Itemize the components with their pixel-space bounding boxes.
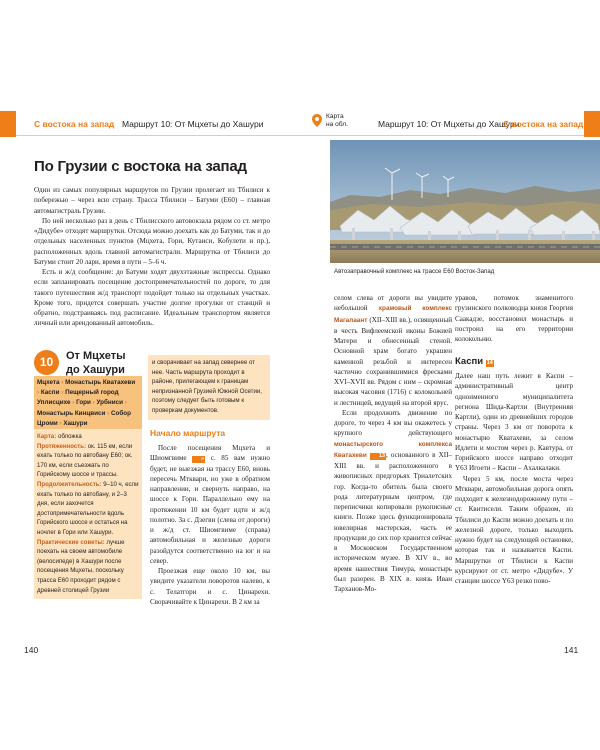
arrow-right-icon: › (107, 409, 110, 417)
page-ref-tag: » (192, 456, 205, 463)
arrow-right-icon: › (37, 389, 40, 397)
arrow-right-icon: › (61, 379, 64, 386)
intro-text (34, 185, 270, 335)
route-stop: Собор Цроми (37, 409, 131, 427)
arrow-right-icon: › (59, 419, 62, 427)
header-orange-strip (584, 111, 600, 137)
route-stops-chain (34, 376, 142, 431)
body-paragraph: Далее наш путь лежит в Каспи – административный центр одноименного муниципалитета региона Шида-Картли (Внутренняя Картли), один из древнейших городов страны. Через 3 км от поворота к монастырю Кватахеви, за селом Идлети и мостом через р. Кавтура, от Горийского шоссе направо отходит Y63 Игоети – Каспи – Ахалкалаки. (455, 372, 573, 473)
body-text-part: селом слева от дороги вы увидите небольшой (334, 294, 452, 313)
info-value: 9–10 ч, если ехать только по автобану, и 2–3 дня, если захочется достопримечательности вдоль Горийского шоссе и остаться на ночлег в Гори или Хашури. (37, 480, 139, 536)
route-stop: Урбниси (96, 399, 123, 407)
start-text-part: После посещения Мцхета и Шиомгвиме (150, 444, 270, 463)
header-route-label: Маршрут 10: От Мцхеты до Хашури (378, 119, 520, 129)
info-map (37, 432, 139, 442)
header-rule (300, 135, 584, 136)
route-number-badge: 10 (34, 350, 59, 375)
right-column-2-continued (455, 371, 573, 628)
intro-paragraph: Есть и ж/д сообщение: до Батуми ходят двухэтажные экспрессы. Однако если запланировать посещение достопримечательностей по дороге, то для такого путешествия ж/д транспорт подойдет только на отдельных участках. Кроме того, придется совершать участие долгие прогулки от станций и обратно, подстраиваясь под расписание. Идеальным транспортом является личный или арендованный автомобиль. (34, 268, 270, 328)
start-text-part: с. 85 вам нужно будет, не выезжая на трассу E60, вновь пересечь Мтквари, но уже в обратном направлении, и свернуть направо, на шоссе к Гори. Параллельно ему на протяжении 10 км будет идти и ж/д полотно. За с. Дзегви (слева от дороги) и ж/д ст. Шиомгвиме (справа) автомобильная и железные дороги разойдутся соответственно на юг и на север. (150, 454, 270, 565)
body-text-part: , основанного в XII–XIII вв. и расположенного в живописных предгорьях Триалетских гор. Когда-то обитель была своего рода литературным центром, где переписчики копировали рукописные книги. Позже здесь функционировала ювелирная мастерская, часть ее продукции до сих пор хранится сейчас в Московском Государственном историческом музее. В XIV в., во время нашествия Тимура, монастырь был разорен. В XIX в. князь Иван Тарханов-Мо- (334, 450, 452, 593)
info-key: Продолжительность: (37, 480, 102, 488)
gas-station-photo (330, 140, 600, 263)
page-title: По Грузии с востока на запад (34, 158, 247, 175)
info-key: Протяженность: (37, 442, 86, 450)
body-paragraph: уравов, потомок знаменитого грузинского полководца князя Георгия Саакадзе, восстановил монастырь и построил на его территории колокольню. (455, 294, 573, 343)
arrow-right-icon: › (72, 399, 75, 407)
intro-paragraph: Один из самых популярных маршрутов по Грузии пролегает из Тбилиси к побережью – через всю страну. Трасса Тбилиси – Батуми (E60) – главная автомагистраль Грузии. (34, 186, 270, 215)
kaspi-heading (455, 356, 494, 367)
photo-caption: Автозаправочный комплекс на трассе E60 Восток-Запад (334, 268, 495, 275)
route-note-box: и сворачивает на запад севернее от нее. Часть маршрута проходит в районе, прилегающем к границам непризнанной Грузией Южной Осетии, поэтому следует быть готовым к проверкам документов. (148, 355, 270, 420)
right-column-2 (455, 293, 573, 353)
route-info-box (34, 429, 142, 599)
route-stop: Пещерный город Уплисцихе (37, 389, 119, 407)
body-text-part: (XII–XIII вв.), освященный в честь Вифлеемской иконы Божией Матери и обнесенный стеной. Основной храм богато украшен каменной резьбой и интересен частично сохранившимися фресками XVI–XVII вв. Рядом с ним – скромная высокая часовня (1716) с колокольней и лестницей, ведущей на второй ярус. (334, 315, 453, 407)
route-stop: Монастырь Кватахеви (65, 379, 136, 386)
start-heading: Начало маршрута (150, 428, 226, 438)
info-duration (37, 480, 139, 538)
info-length (37, 442, 139, 480)
kaspi-heading-text: Каспи (455, 356, 484, 367)
info-value: лучше поехать на своем автомобиле (велосипеде) в Хашури после посещения Мцхеты, поскольку трасса E60 проходит рядом с древней столицей Грузии (37, 538, 125, 594)
header-orange-strip (0, 111, 16, 137)
left-running-header (0, 111, 300, 137)
header-route-label: Маршрут 10: От Мцхеты до Хашури (122, 119, 264, 129)
info-key: Практические советы: (37, 538, 105, 546)
map-label-line: на обл. (326, 121, 348, 128)
info-key: Карта: (37, 433, 57, 440)
map-label-line: Карта (326, 113, 344, 120)
route-stop: Каспи (40, 389, 60, 397)
map-ref-tag: 13 (370, 453, 386, 460)
header-rule (16, 135, 300, 136)
arrow-right-icon: › (61, 389, 64, 397)
header-section-label: С востока на запад (503, 119, 584, 129)
body-paragraph (334, 293, 452, 408)
route-stop: Мцхета (37, 379, 60, 386)
route-stop: Гори (76, 399, 91, 407)
photo-illustration (330, 140, 600, 263)
map-pin-icon (312, 114, 322, 127)
intro-paragraph: По ней несколько раз в день с Тбилисского автовокзала рядом со ст. метро «Дидубе» отходят маршрутки. Отсюда можно доехать как до Батуми, так и до отдельных населенных пунктов (Мцхета, Гори, Кутаиси, Кобулети и пр.), расположенных вдоль главной автомагистрали. Маршрутка от Тбилиси до Батуми стоит 20 лари, время в пути – 5–6 ч. (34, 216, 270, 266)
info-value: обложка (57, 433, 82, 440)
route-title-line: От Мцхеты (66, 350, 126, 362)
route-title (66, 349, 126, 377)
map-reference-label (326, 113, 348, 129)
highlight-term: храмовый комплекс Магалаант (334, 305, 452, 324)
route-title-line: до Хашури (66, 364, 125, 376)
map-ref-tag: 14 (486, 360, 493, 366)
right-column-1 (334, 293, 452, 628)
body-paragraph (334, 408, 452, 595)
info-value: ок. 115 км, если ехать только по автобану E60; ок. 170 км, если съезжать по Горийскому шоссе и трассы. (37, 442, 133, 479)
highlight-term: монастырского комплекса Кватахеви (334, 440, 452, 459)
start-text (150, 443, 270, 625)
body-paragraph: Через 5 км, после моста через Мтквари, автомобильная дорога опять подходит к железнодорожному пути – ст. Квитисели. Таким образом, из Тбилиси до Каспи можно доехать и по железной дороге, только выходить нужно будет на следующей остановке, которая так и называется Каспи. Маршрутки от Тбилиси к Каспи курсируют от ст. метро «Дидубе». У станции шоссе Y63 резко пово- (455, 474, 573, 585)
route-stop: Хашури (63, 419, 88, 427)
arrow-right-icon: › (92, 399, 95, 407)
body-text-part: Если продолжить движение по дороге, то через 4 км вы окажетесь у крупного действующего (334, 408, 452, 438)
route-stop: Монастырь Кинцвиси (37, 409, 106, 417)
info-tips (37, 538, 139, 596)
page-number: 140 (24, 645, 39, 655)
header-section-label: С востока на запад (34, 119, 115, 129)
start-paragraph: Проезжая еще около 10 км, вы увидите указатели поворотов налево, к с. Телатгори и с. Цинарехи. Сворачивайте к Цинарехи. В 2 км за (150, 567, 270, 606)
arrow-right-icon: › (124, 399, 127, 407)
page-number: 141 (564, 645, 579, 655)
start-paragraph (150, 443, 270, 566)
